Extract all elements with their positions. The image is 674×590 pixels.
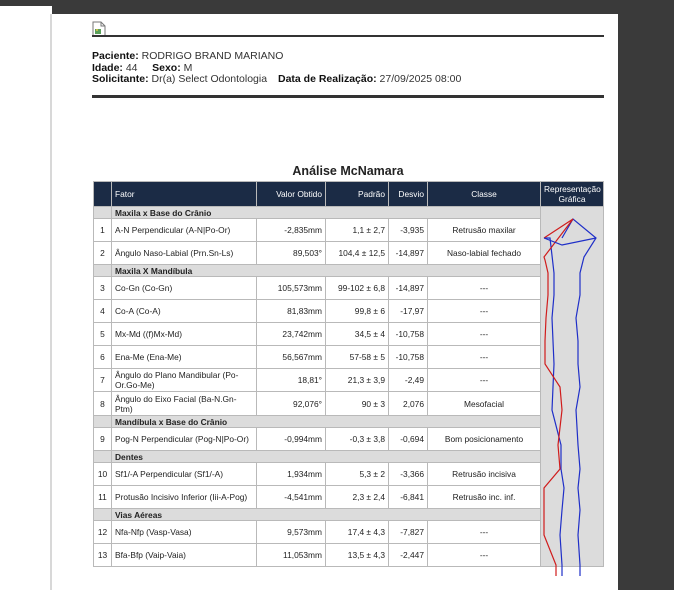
norm-line-left	[544, 238, 564, 576]
header-rule-top	[92, 35, 604, 37]
requester-line	[92, 73, 461, 85]
header-representacao: Representação Gráfica	[541, 182, 604, 207]
factor-name: A-N Perpendicular (A-N|Po-Or)	[112, 219, 257, 242]
table-row	[94, 369, 604, 392]
standard-value: 57-58 ± 5	[326, 346, 389, 369]
requester-label: Solicitante:	[92, 73, 149, 85]
standard-value: 1,1 ± 2,7	[326, 219, 389, 242]
standard-value: 99,8 ± 6	[326, 300, 389, 323]
factor-name: Nfa-Nfp (Vasp-Vasa)	[112, 521, 257, 544]
table-row	[94, 544, 604, 567]
class-value: Bom posicionamento	[428, 428, 541, 451]
obtained-value: 105,573mm	[257, 277, 326, 300]
table-body	[94, 207, 604, 567]
class-value: Mesofacial	[428, 392, 541, 416]
deviation-value: -10,758	[389, 346, 428, 369]
standard-value: 13,5 ± 4,3	[326, 544, 389, 567]
factor-name: Pog-N Perpendicular (Pog-N|Po-Or)	[112, 428, 257, 451]
class-value: Naso-labial fechado	[428, 242, 541, 265]
row-number: 7	[94, 369, 112, 392]
mcnamara-table	[93, 181, 604, 567]
deviation-value: -17,97	[389, 300, 428, 323]
section-title: Mandíbula x Base do Crânio	[112, 416, 541, 428]
standard-value: 5,3 ± 2	[326, 463, 389, 486]
section-num-cell	[94, 509, 112, 521]
deviation-value: -14,897	[389, 242, 428, 265]
deviation-value: 2,076	[389, 392, 428, 416]
row-number: 2	[94, 242, 112, 265]
row-number: 4	[94, 300, 112, 323]
standard-value: 90 ± 3	[326, 392, 389, 416]
header-num	[94, 182, 112, 207]
sex-value: M	[183, 62, 193, 74]
deviation-value: -3,935	[389, 219, 428, 242]
factor-name: Ângulo do Plano Mandibular (Po-Or.Go-Me)	[112, 369, 257, 392]
deviation-value: -3,366	[389, 463, 428, 486]
section-num-cell	[94, 416, 112, 428]
section-title: Maxila x Base do Crânio	[112, 207, 541, 219]
obtained-value: -2,835mm	[257, 219, 326, 242]
report-title: Análise McNamara	[292, 164, 404, 178]
table-row	[94, 219, 604, 242]
deviation-value: -6,841	[389, 486, 428, 509]
table-row	[94, 323, 604, 346]
standard-value: 2,3 ± 2,4	[326, 486, 389, 509]
section-header-row	[94, 451, 604, 463]
factor-name: Ângulo do Eixo Facial (Ba-N.Gn-Ptm)	[112, 392, 257, 416]
obtained-value: 89,503°	[257, 242, 326, 265]
obtained-value: 23,742mm	[257, 323, 326, 346]
deviation-value: -2,447	[389, 544, 428, 567]
factor-name: Co-A (Co-A)	[112, 300, 257, 323]
table-row	[94, 428, 604, 451]
section-header-row	[94, 509, 604, 521]
factor-name: Mx-Md ((f)Mx-Md)	[112, 323, 257, 346]
row-number: 13	[94, 544, 112, 567]
standard-value: 99-102 ± 6,8	[326, 277, 389, 300]
standard-value: 21,3 ± 3,9	[326, 369, 389, 392]
row-number: 10	[94, 463, 112, 486]
obtained-value: 81,83mm	[257, 300, 326, 323]
factor-name: Bfa-Bfp (Vaip-Vaia)	[112, 544, 257, 567]
row-number: 5	[94, 323, 112, 346]
table-row	[94, 346, 604, 369]
patient-name: RODRIGO BRAND MARIANO	[141, 50, 284, 62]
representation-graph	[540, 205, 603, 576]
class-value: Retrusão inc. inf.	[428, 486, 541, 509]
age-label: Idade:	[92, 62, 123, 74]
row-number: 11	[94, 486, 112, 509]
obtained-value: 1,934mm	[257, 463, 326, 486]
age-value: 44	[125, 62, 138, 74]
header-fator: Fator	[112, 182, 257, 207]
section-title: Maxila X Mandíbula	[112, 265, 541, 277]
table-row	[94, 392, 604, 416]
table-row	[94, 486, 604, 509]
obtained-value: -4,541mm	[257, 486, 326, 509]
class-value: ---	[428, 369, 541, 392]
table-row	[94, 521, 604, 544]
row-number: 9	[94, 428, 112, 451]
viewer-right-gutter[interactable]	[618, 0, 674, 590]
class-value: ---	[428, 521, 541, 544]
header-classe: Classe	[428, 182, 541, 207]
row-number: 3	[94, 277, 112, 300]
standard-value: 34,5 ± 4	[326, 323, 389, 346]
obtained-value: 56,567mm	[257, 346, 326, 369]
standard-value: 104,4 ± 12,5	[326, 242, 389, 265]
deviation-value: -14,897	[389, 277, 428, 300]
header-padrao: Padrão	[326, 182, 389, 207]
section-num-cell	[94, 265, 112, 277]
deviation-value: -7,827	[389, 521, 428, 544]
class-value: ---	[428, 346, 541, 369]
obtained-value: 11,053mm	[257, 544, 326, 567]
standard-value: 17,4 ± 4,3	[326, 521, 389, 544]
class-value: Retrusão maxilar	[428, 219, 541, 242]
norm-line-top	[544, 238, 596, 245]
section-num-cell	[94, 451, 112, 463]
requester-value: Dr(a) Select Odontologia	[151, 73, 268, 85]
deviation-value: -0,694	[389, 428, 428, 451]
deviation-value: -2,49	[389, 369, 428, 392]
table-row	[94, 463, 604, 486]
class-value: ---	[428, 544, 541, 567]
section-header-row	[94, 416, 604, 428]
table-row	[94, 242, 604, 265]
factor-name: Protusão Incisivo Inferior (Iii-A-Pog)	[112, 486, 257, 509]
obtained-value: 9,573mm	[257, 521, 326, 544]
sex-label: Sexo:	[152, 62, 181, 74]
row-number: 1	[94, 219, 112, 242]
factor-name: Sf1/-A Perpendicular (Sf1/-A)	[112, 463, 257, 486]
class-value: ---	[428, 277, 541, 300]
section-title: Dentes	[112, 451, 541, 463]
section-header-row	[94, 207, 604, 219]
row-number: 8	[94, 392, 112, 416]
deviation-value: -10,758	[389, 323, 428, 346]
factor-name: Co-Gn (Co-Gn)	[112, 277, 257, 300]
obtained-value: -0,994mm	[257, 428, 326, 451]
table-row	[94, 277, 604, 300]
factor-name: Ângulo Naso-Labial (Prn.Sn-Ls)	[112, 242, 257, 265]
standard-value: -0,3 ± 3,8	[326, 428, 389, 451]
table-header-row	[94, 182, 604, 207]
patient-name-line	[92, 50, 283, 62]
header-valor: Valor Obtido	[257, 182, 326, 207]
exam-date-value: 27/09/2025 08:00	[379, 73, 462, 85]
obtained-value: 18,81°	[257, 369, 326, 392]
viewer-page-gap	[52, 6, 618, 14]
header-rule-bottom	[92, 95, 604, 98]
table-row	[94, 300, 604, 323]
exam-date-label: Data de Realização:	[278, 73, 377, 85]
header-desvio: Desvio	[389, 182, 428, 207]
class-value: Retrusão incisiva	[428, 463, 541, 486]
class-value: ---	[428, 323, 541, 346]
patient-line	[544, 219, 573, 576]
row-number: 12	[94, 521, 112, 544]
section-header-row	[94, 265, 604, 277]
section-num-cell	[94, 207, 112, 219]
norm-line-right	[562, 219, 596, 576]
row-number: 6	[94, 346, 112, 369]
section-title: Vias Aéreas	[112, 509, 541, 521]
patient-name-label: Paciente:	[92, 50, 139, 62]
factor-name: Ena-Me (Ena-Me)	[112, 346, 257, 369]
class-value: ---	[428, 300, 541, 323]
obtained-value: 92,076°	[257, 392, 326, 416]
